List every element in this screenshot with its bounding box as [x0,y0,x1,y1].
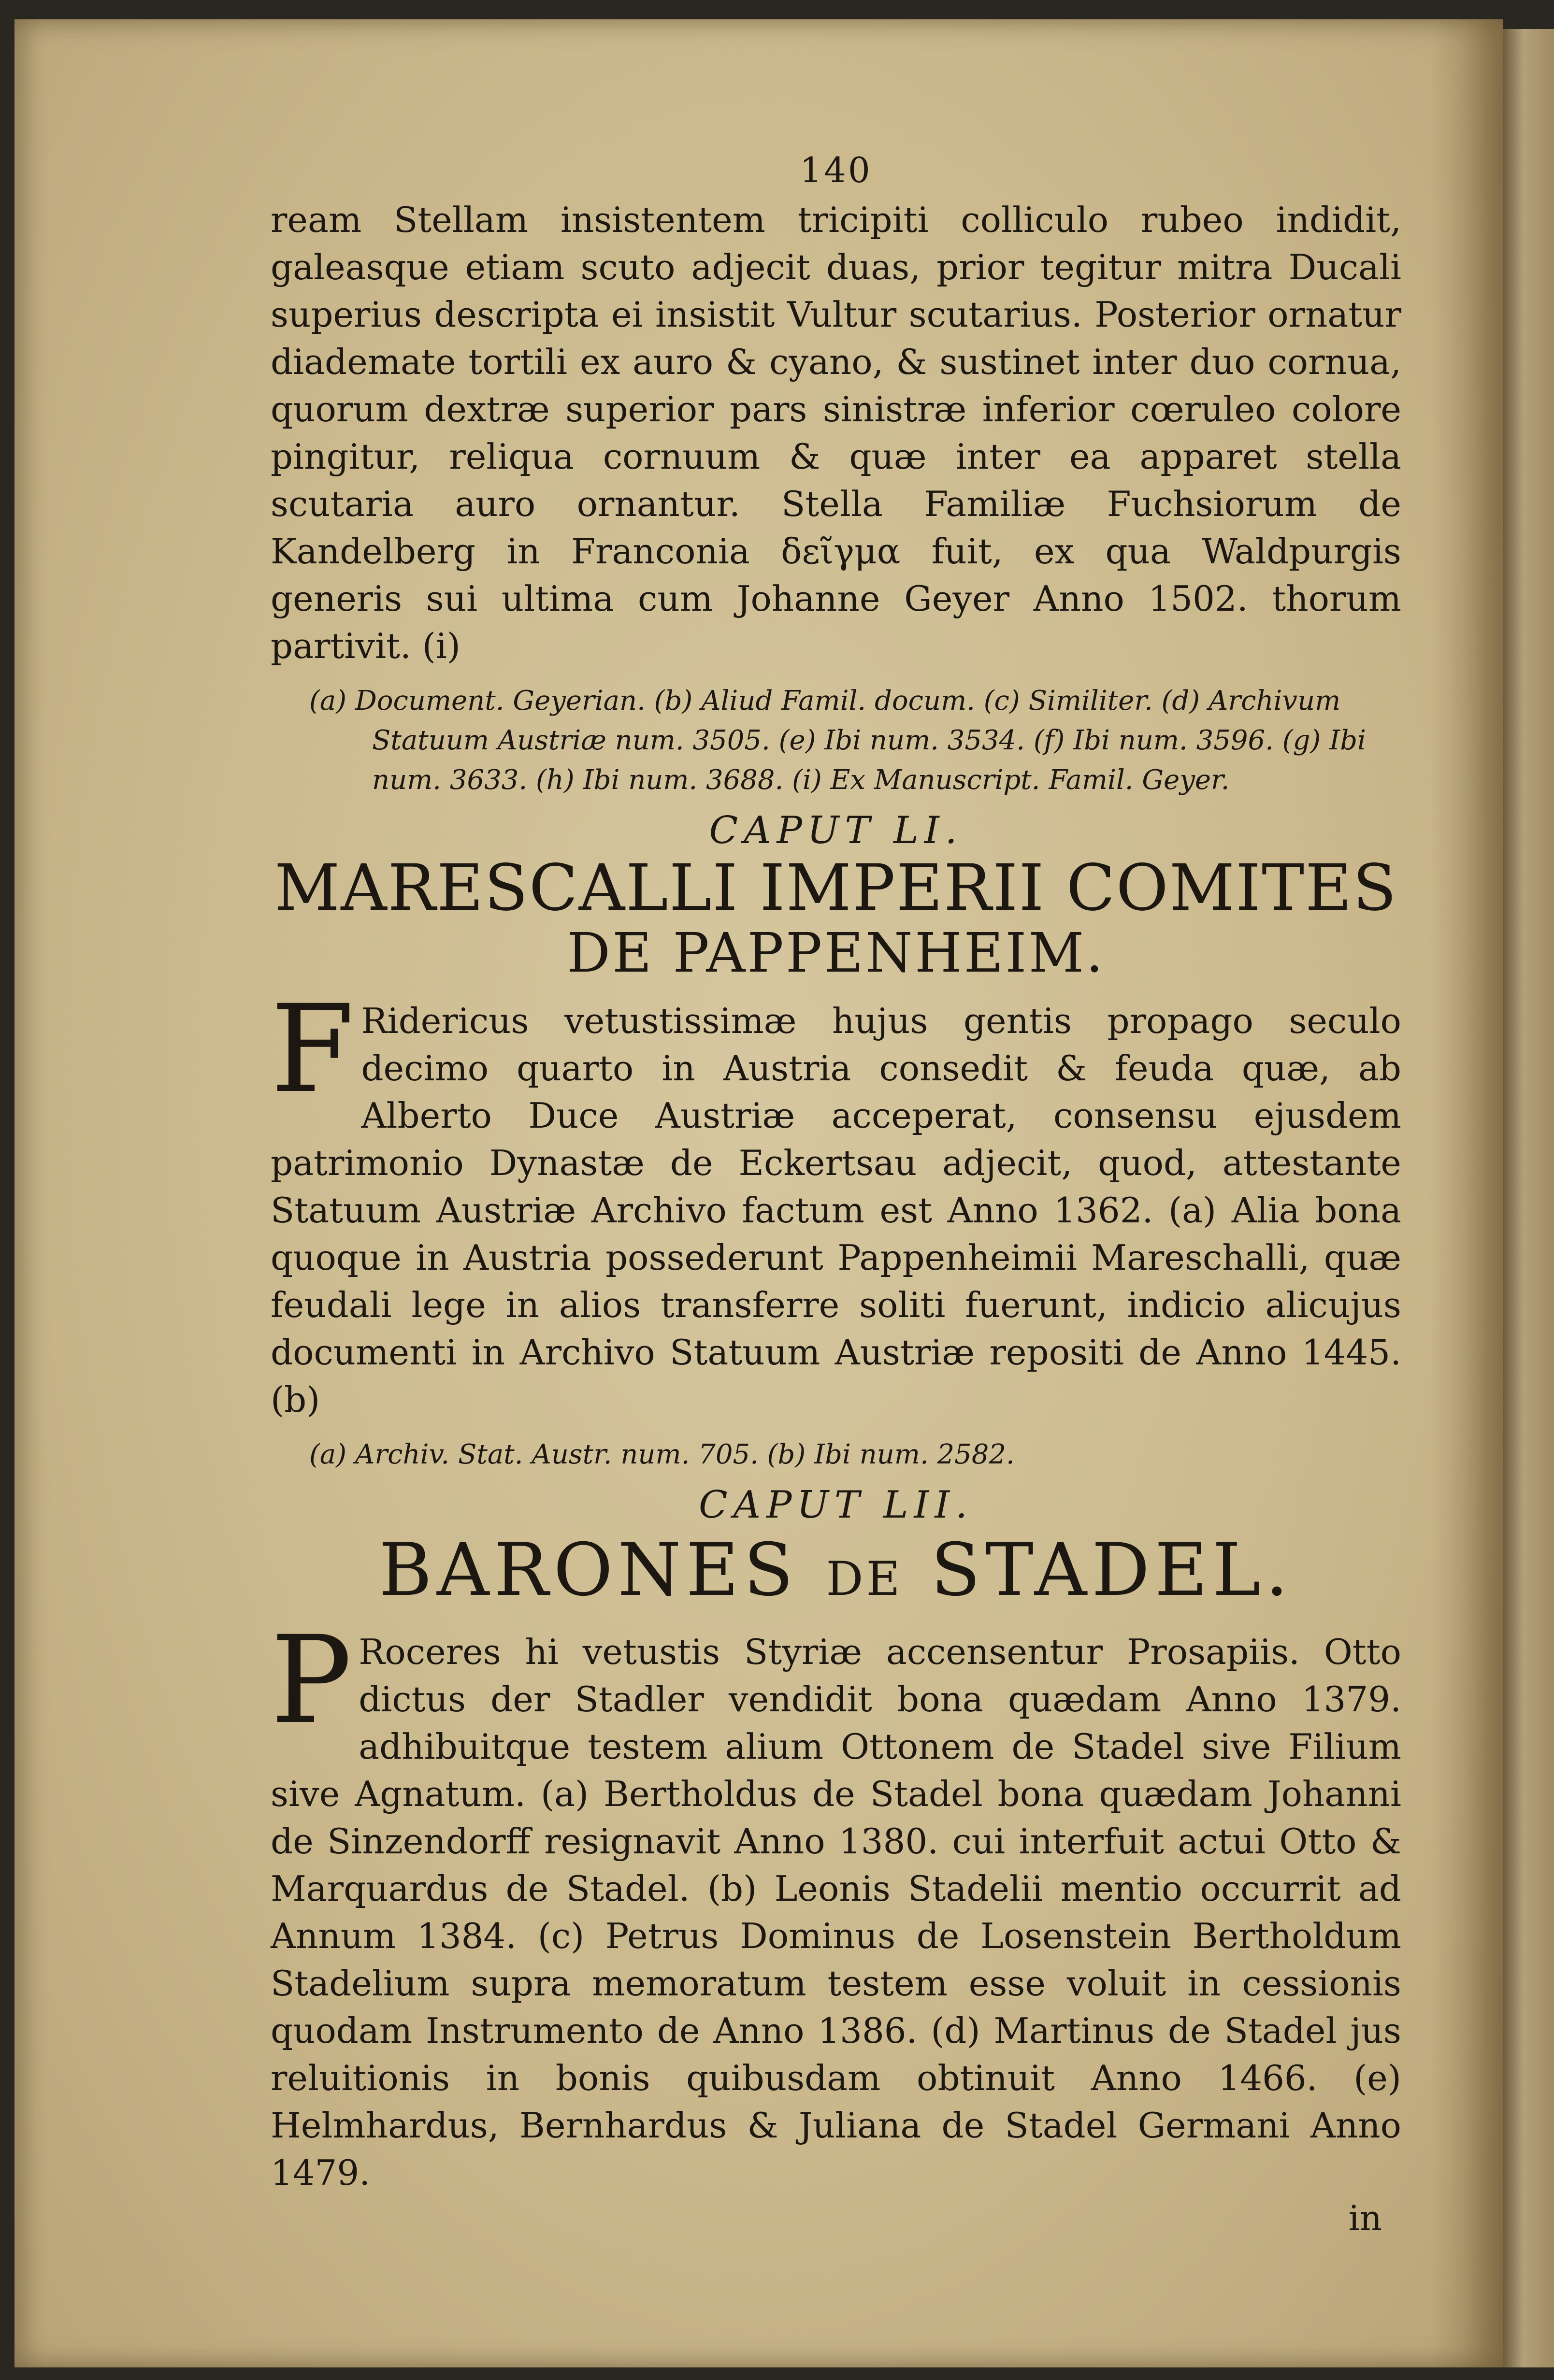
chapter-52-title-barones: BARONES [378,1528,798,1612]
paragraph-pappenheim [271,979,1401,1423]
chapter-52-title-stadel: STADEL. [931,1528,1294,1612]
page-text [271,150,1401,2240]
chapter-52-title [271,1528,1401,1618]
footnotes-geyer: (a) Document. Geyerian. (b) Aliud Famil. docum. (c) Similiter. (d) Archivum Statuum Austriæ num. 3505. (e) Ibi num. 3534. (f) Ibi num. 3596. (g) Ibi num. 3633. (h) Ibi num. 3688. (i) Ex Manuscript. Famil. Geyer. [309,685,1366,796]
catchword: in [1348,2198,1382,2238]
page-gutter-shadow [1430,19,1503,2367]
footnotes-pappenheim: (a) Archiv. Stat. Austr. num. 705. (b) Ibi num. 2582. [309,1439,1015,1470]
paragraph-stadel [271,1610,1401,2196]
facing-page-edge [1503,29,1554,2367]
dropcap-f: F [271,979,355,1119]
dropcap-p: P [271,1610,352,1750]
paragraph-pappenheim-text: Ridericus vetustissimæ hujus gentis propago seculo decimo quarto in Austria consedit & feuda quæ, ab Alberto Duce Austriæ acceperat, consensu ejusdem patrimonio Dynastæ de Eckertsau adjecit, quod, attestante Statuum Austriæ Archivo factum est Anno 1362. (a) Alia bona quoque in Austria possederunt Pappenheimii Mareschalli, quæ feudali lege in alios transferre soliti fuerunt, indicio alicujus documenti in Archivo Statuum Austriæ repositi de Anno 1445. (b) [271,1001,1401,1420]
chapter-51-heading: CAPUT LI. [709,809,963,852]
page-number: 140 [800,150,872,190]
paragraph-geyer: ream Stellam insistentem tricipiti colliculo rubeo indidit, galeasque etiam scuto adjecit duas, prior tegitur mitra Ducali superius descripta ei insistit Vultur scutarius. Posterior ornatur diademate tortili ex auro & cyano, & sustinet inter duo cornua, quorum dextræ superior pars sinistræ inferior cœruleo colore pingitur, reliqua cornuum & quæ inter ea apparet stella scutaria auro ornantur. Stella Familiæ Fuchsiorum de Kandelberg in Franconia δεῖγμα fuit, ex qua Waldpurgis generis sui ultima cum Johanne Geyer Anno 1502. thorum partivit. (i) [271,200,1401,666]
chapter-52-title-de: DE [826,1552,903,1606]
chapter-52-heading: CAPUT LII. [699,1483,973,1527]
paragraph-stadel-text: Roceres hi vetustis Styriæ accensentur Prosapiis. Otto dictus der Stadler vendidit bona quædam Anno 1379. adhibuitque testem alium Ottonem de Stadel sive Filium sive Agnatum. (a) Bertholdus de Stadel bona quædam Johanni de Sinzendorff resignavit Anno 1380. cui interfuit actui Otto & Marquardus de Stadel. (b) Leonis Stadelii mentio occurrit ad Annum 1384. (c) Petrus Dominus de Losenstein Bertholdum Stadelium supra memoratum testem esse voluit in cessionis quodam Instrumento de Anno 1386. (d) Martinus de Stadel jus reluitionis in bonis quibusdam obtinuit Anno 1466. (e) Helmhardus, Bernhardus & Juliana de Stadel Germani Anno 1479. [271,1632,1401,2193]
chapter-51-title-line1: MARESCALLI IMPERII COMITES [274,851,1397,925]
chapter-51-title-line2: DE PAPPENHEIM. [567,922,1105,985]
